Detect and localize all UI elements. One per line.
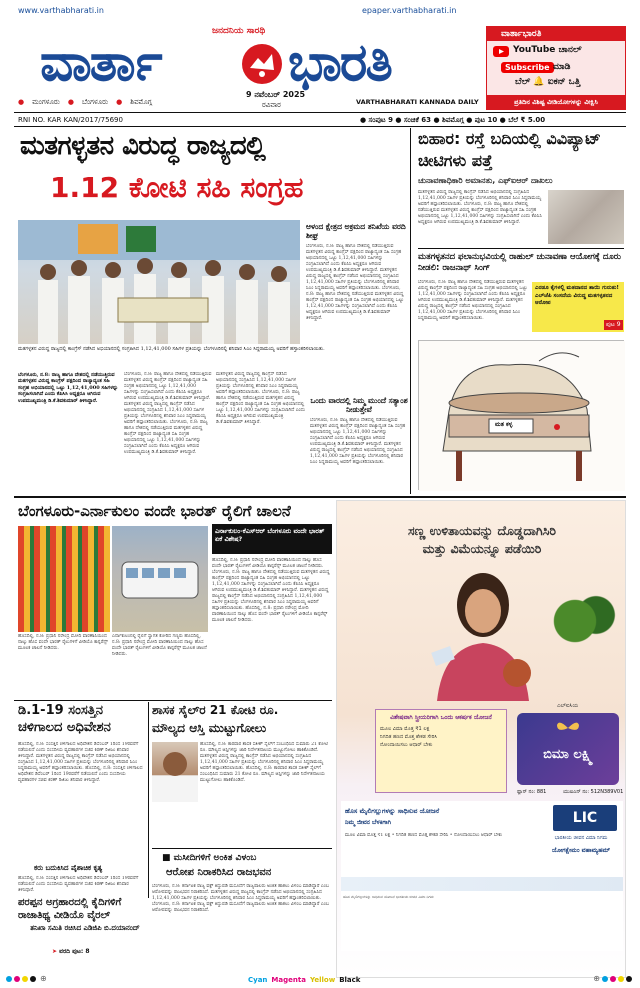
lead-side-text: ಬೆಂಗಳೂರು, ನ.8: ರಾಜ್ಯ ಹಾಗೂ ದೇಶದಲ್ಲಿ ನಡೆಯುತ್ತಿರುವ ಮತಗಳ್ಳತನ ವಿರುದ್ಧ ಕಾಂಗ್ರೆಸ್ ಪಕ್ಷದಿಂದ ರಾಜ್ಯಾದ್ಯಂತ ಸಹಿ ಸಂಗ್ರಹ ಅಭಿಯಾನದಲ್ಲಿ ಒಟ್ಟು 1,12,41,000 ಸಹಿಗಳನ್ನು ಸಂಗ್ರಹಿಸಲಾಗಿದೆ ಎಂದು ಕೆಪಿಸಿಸಿ ಅಧ್ಯಕ್ಷರೂ ಆಗಿರುವ ಉಪಮುಖ್ಯಮಂತ್ರಿ ಡಿ.ಕೆ.ಶಿವಕುಮಾರ್ ತಿಳಿಸಿದ್ದಾರೆ. xyxy=(306,244,402,273)
lead-body-text: ಮತಗಳ್ಳತನ ವಿರುದ್ಧ ರಾಜ್ಯದಲ್ಲಿ ಕಾಂಗ್ರೆಸ್ ನಡೆಸಿದ ಅಭಿಯಾನದಲ್ಲಿ ಸಂಗ್ರಹಿಸಿದ 1,12,41,000 ಸಹಿಗಳ ಪ್ರತಿಯನ್ನು ಬೆಂಗಳೂರಿನಲ್ಲಿ ಶನಿವಾರ ಸಿಎಂ ಸಿದ್ದರಾಮಯ್ಯ ಅವರಿಗೆ ಹಸ್ತಾಂತರಿಸಲಾಯಿತು. xyxy=(216,372,298,395)
bihar-body-text: ಬೆಂಗಳೂರು, ನ.8: ರಾಜ್ಯ ಹಾಗೂ ದೇಶದಲ್ಲಿ ನಡೆಯುತ್ತಿರುವ ಮತಗಳ್ಳತನ ವಿರುದ್ಧ ಕಾಂಗ್ರೆಸ್ ಪಕ್ಷದಿಂದ ರಾಜ್ಯಾದ್ಯಂತ ಸಹಿ ಸಂಗ್ರಹ ಅಭಿಯಾನದಲ್ಲಿ ಒಟ್ಟು 1,12,41,000 ಸಹಿಗಳನ್ನು ಸಂಗ್ರಹಿಸಲಾಗಿದೆ ಎಂದು ಕೆಪಿಸಿಸಿ ಅಧ್ಯಕ್ಷರೂ ಆಗಿರುವ ಉಪಮುಖ್ಯಮಂತ್ರಿ ಡಿ.ಕೆ.ಶಿವಕುಮಾರ್ ತಿಳಿಸಿದ್ದಾರೆ. xyxy=(418,202,542,225)
mla-body-text: ಹೊಸದಿಲ್ಲಿ, ನ.8: ಕಾರವಾರ ಶಾಸಕ ಸತೀಶ್ ಸೈಲ್‌ಗೆ ಸಂಬಂಧಿಸಿದ ಸುಮಾರು 21 ಕೋಟಿ ರೂ. ಮೌಲ್ಯದ ಆಸ್ತಿಗಳನ್ನು ಜಾರಿ ನಿರ್ದೇಶನಾಲಯ ಮುಟ್ಟುಗೋಲು ಹಾಕಿಕೊಂಡಿದೆ. xyxy=(200,766,325,783)
issue-date: 9 ನವೆಂಬರ್ 2025 xyxy=(246,90,306,99)
tagline: ಜನದನಿಯ ಸಾರಥಿ xyxy=(212,26,266,36)
lead-side-box-body xyxy=(310,418,408,492)
reg-mark-icon: ⊕ xyxy=(593,974,600,983)
cmyk-dot xyxy=(610,976,616,982)
rajnath-body-text: ಬೆಂಗಳೂರು, ನ.8: ರಾಜ್ಯ ಹಾಗೂ ದೇಶದಲ್ಲಿ ನಡೆಯುತ್ತಿರುವ ಮತಗಳ್ಳತನ ವಿರುದ್ಧ ಕಾಂಗ್ರೆಸ್ ಪಕ್ಷದಿಂದ ರಾಜ್ಯಾದ್ಯಂತ ಸಹಿ ಸಂಗ್ರಹ ಅಭಿಯಾನದಲ್ಲಿ ಒಟ್ಟು 1,12,41,000 ಸಹಿಗಳನ್ನು ಸಂಗ್ರಹಿಸಲಾಗಿದೆ ಎಂದು ಕೆಪಿಸಿಸಿ ಅಧ್ಯಕ್ಷರೂ ಆಗಿರುವ ಉಪಮುಖ್ಯಮಂತ್ರಿ ಡಿ.ಕೆ.ಶಿವಕುಮಾರ್ ತಿಳಿಸಿದ್ದಾರೆ. xyxy=(418,280,528,303)
lic-motto: ಯೋಗಕ್ಷೇಮಂ ವಹಾಮ್ಯಹಮ್ xyxy=(551,847,611,854)
mla-photo xyxy=(152,742,198,802)
plan-name: ಬಿಮಾ ಲಕ್ಷ್ಮಿ xyxy=(543,747,593,762)
masthead-left: ವಾರ್ತಾ xyxy=(40,33,161,93)
lic-fine-text: ಮೂಲ ವಿಮಾ ಮೊತ್ತ ₹1 ಲಕ್ಷ xyxy=(345,833,391,838)
bell-icon: 🔔 xyxy=(533,77,545,87)
masthead-right: ಭಾರತಿ xyxy=(288,33,391,93)
section-rule xyxy=(418,248,624,249)
column-rule xyxy=(410,128,411,494)
promo-brand: ವಾರ್ತಾಭಾರತಿ xyxy=(487,27,625,41)
promo-bell-line xyxy=(515,77,580,87)
lic-ad[interactable] xyxy=(336,500,626,978)
cmyk-dot xyxy=(626,976,632,982)
subscribe-button[interactable]: Subscribe xyxy=(501,62,554,73)
promo-youtube: YouTube ಚಾನಲ್ xyxy=(513,45,582,55)
rni-number: RNI NO. KAR KAN/2017/75690 xyxy=(18,116,123,124)
edition-label: ಬೆಂಗಳೂರು xyxy=(81,98,109,106)
lead-side-box-text: ಬೆಂಗಳೂರು, ನ.8: ರಾಜ್ಯ ಹಾಗೂ ದೇಶದಲ್ಲಿ ನಡೆಯುತ್ತಿರುವ ಮತಗಳ್ಳತನ ವಿರುದ್ಧ ಕಾಂಗ್ರೆಸ್ ಪಕ್ಷದಿಂದ ರಾಜ್ಯಾದ್ಯಂತ ಸಹಿ ಸಂಗ್ರಹ ಅಭಿಯಾನದಲ್ಲಿ ಒಟ್ಟು 1,12,41,000 ಸಹಿಗಳನ್ನು ಸಂಗ್ರಹಿಸಲಾಗಿದೆ ಎಂದು ಕೆಪಿಸಿಸಿ ಅಧ್ಯಕ್ಷರೂ ಆಗಿರುವ ಉಪಮುಖ್ಯಮಂತ್ರಿ ಡಿ.ಕೆ.ಶಿವಕುಮಾರ್ ತಿಳಿಸಿದ್ದಾರೆ. xyxy=(310,418,406,447)
masthead-logo-icon xyxy=(240,42,284,86)
d1-19-headline[interactable]: ಡಿ.1-19 ಸಂಸತ್ತಿನ ಚಳಿಗಾಲದ ಅಧಿವೇಶನ xyxy=(18,703,111,735)
lead-side-text: ಮತಗಳ್ಳತನ ವಿರುದ್ಧ ರಾಜ್ಯದಲ್ಲಿ ಕಾಂಗ್ರೆಸ್ ನಡೆಸಿದ ಅಭಿಯಾನದಲ್ಲಿ ಸಂಗ್ರಹಿಸಿದ 1,12,41,000 ಸಹಿಗಳ ಪ್ರತಿಯನ್ನು ಬೆಂಗಳೂರಿನಲ್ಲಿ ಶನಿವಾರ ಸಿಎಂ ಸಿದ್ದರಾಮಯ್ಯ ಅವರಿಗೆ ಹಸ್ತಾಂತರಿಸಲಾಯಿತು. xyxy=(306,268,400,291)
lead-side-title[interactable]: ಆಳಂದ ಕ್ಷೇತ್ರದ ಅಕ್ರಮದ ತನಿಖೆಯ ವರದಿ ಶೀಘ್ರ xyxy=(306,222,406,240)
header-rule xyxy=(14,126,626,127)
train-headline[interactable]: ಬೆಂಗಳೂರು-ಎರ್ನಾಕುಲಂ ವಂದೇ ಭಾರತ್ ರೈಲಿಗೆ ಚಾಲನೆ xyxy=(18,502,291,520)
edition-label: ಶಿವಮೊಗ್ಗ xyxy=(130,98,152,106)
rajnath-body xyxy=(418,280,528,338)
lead-body-text: ಬೆಂಗಳೂರು, ನ.8: ರಾಜ್ಯ ಹಾಗೂ ದೇಶದಲ್ಲಿ ನಡೆಯುತ್ತಿರುವ ಮತಗಳ್ಳತನ ವಿರುದ್ಧ ಕಾಂಗ್ರೆಸ್ ಪಕ್ಷದಿಂದ ರಾಜ್ಯಾದ್ಯಂತ ಸಹಿ ಸಂಗ್ರಹ ಅಭಿಯಾನದಲ್ಲಿ ಒಟ್ಟು 1,12,41,000 ಸಹಿಗಳನ್ನು ಸಂಗ್ರಹಿಸಲಾಗಿದೆ ಎಂದು ಕೆಪಿಸಿಸಿ ಅಧ್ಯಕ್ಷರೂ ಆಗಿರುವ ಉಪಮುಖ್ಯಮಂತ್ರಿ ಡಿ.ಕೆ.ಶಿವಕುಮಾರ್ ತಿಳಿಸಿದ್ದಾರೆ. xyxy=(18,372,118,404)
lic-panel-title: ವಿಶೇಷವಾಗಿ ಸ್ತ್ರೀಯರಿಗಾಗಿ ಒಂದು ಆಕರ್ಷಕ ಯೋಜನೆ xyxy=(390,714,492,721)
promo-bell-suffix: ಐಕನ್ ಒತ್ತಿ xyxy=(544,77,581,87)
cmyk-dots-right xyxy=(602,976,632,982)
url-left[interactable]: www.varthabharati.in xyxy=(18,6,104,15)
lic-model-photo xyxy=(397,561,567,701)
lic-fine-text: ನಿಗದಿತ ಹಣದ ಮೊತ್ತ ಶೇಕಡ ಸೇರಿಸಿ xyxy=(395,833,449,838)
prison-ref-text: ವರದಿ ಪುಟ: 8 xyxy=(59,948,90,955)
color-cyan: Cyan xyxy=(248,976,268,984)
lead-headline[interactable]: ಮತಗಳ್ಳತನ ವಿರುದ್ಧ ರಾಜ್ಯದಲ್ಲಿ xyxy=(20,131,266,161)
prison-headline[interactable]: ಪರಪ್ಪನ ಅಗ್ರಹಾರದಲ್ಲಿ ಕೈದಿಗಳಿಗೆ ರಾಜಾತಿಥ್ಯ ವೀಡಿಯೊ ವೈರಲ್ xyxy=(18,897,122,921)
lic-fine-print: ಮೂಲ ವಿಮಾ ಮೊತ್ತ ₹1 ಲಕ್ಷ • ನಿಗದಿತ ಹಣದ ಮೊತ್ತ ಶೇಕಡ ಸೇರಿಸಿ • ನೋಂದಾಯಿಸಲು ಆಧಾರ್ ಬೇಕು xyxy=(345,833,503,838)
plan-small: ಎಲ್‌ಐಸಿಯ xyxy=(557,703,579,709)
lead-side-body xyxy=(306,244,406,368)
train-box-title: ಎರ್ನಾಕುಲಂ-ಕೆಎಸ್‌ಆರ್ ಬೆಂಗಳೂರು ವಂದೇ ಭಾರತ್ ಏಕೆ ವಿಶೇಷ? xyxy=(215,527,325,543)
lead-side-box-title[interactable]: ಒಂದು ವಾರದಲ್ಲಿ ನಿಮ್ಮ ಮುಂದೆ ಸತ್ಯಾಂಶ ನೀಡುತ್ತೇವೆ xyxy=(310,396,408,414)
train-box[interactable] xyxy=(212,524,332,554)
lic-contact-strip xyxy=(341,877,623,891)
d1-19-body xyxy=(18,742,144,862)
color-black: Black xyxy=(339,976,361,984)
lead-caption: ಮತಗಳ್ಳತನ ವಿರುದ್ಧ ರಾಜ್ಯದಲ್ಲಿ ಕಾಂಗ್ರೆಸ್ ನಡೆಸಿದ ಅಭಿಯಾನದಲ್ಲಿ ಸಂಗ್ರಹಿಸಿದ 1,12,41,000 ಸಹಿಗಳ ಪ್ರತಿಯನ್ನು ಬೆಂಗಳೂರಿನಲ್ಲಿ ಶನಿವಾರ ಸಿಎಂ ಸಿದ್ದರಾಮಯ್ಯ ಅವರಿಗೆ ಹಸ್ತಾಂತರಿಸಲಾಯಿತು. xyxy=(18,346,325,352)
lic-disclaimer-text: ಹೊಸ ಮೈಲಿಗಲ್ಲುಗಳನ್ನು ಸಾಧಿಸುವ ಯೋಜನೆ xyxy=(343,895,395,899)
train-caption-text: ಎರ್ನಾಕುಲಂನಲ್ಲಿ ರೈಲಿಗೆ ಸ್ವಾಗತ ಕೋರಿದ ಗಣ್ಯರು xyxy=(112,634,183,639)
train-caption-text: ಹೊಸದಿಲ್ಲಿ, ನ.8: ಪ್ರಧಾನಿ ನರೇಂದ್ರ ಮೋದಿ ವಾರಣಾಸಿಯಿಂದ ನಾಲ್ಕು ಹೊಸ ವಂದೇ ಭಾರತ್ ರೈಲುಗಳಿಗೆ ವೀಡಿಯೊ ಕಾನ್ಫರೆನ್ಸ್ ಮೂಲಕ ಚಾಲನೆ ನೀಡಿದರು. xyxy=(112,634,207,657)
train-photo-right xyxy=(112,526,208,632)
color-yellow: Yellow xyxy=(309,976,336,984)
train-body-text: ಹೊಸದಿಲ್ಲಿ, ನ.8: ಪ್ರಧಾನಿ ನರೇಂದ್ರ ಮೋದಿ ವಾರಣಾಸಿಯಿಂದ ನಾಲ್ಕು ಹೊಸ ವಂದೇ ಭಾರತ್ ರೈಲುಗಳಿಗೆ ವೀಡಿಯೊ ಕಾನ್ಫರೆನ್ಸ್ ಮೂಲಕ ಚಾಲನೆ ನೀಡಿದರು. xyxy=(212,558,324,569)
cartoon xyxy=(418,340,624,490)
lic-logo: LIC xyxy=(553,805,617,831)
section-rule xyxy=(14,496,626,498)
mosque-body-text: ಮತಗಳ್ಳತನ ವಿರುದ್ಧ ರಾಜ್ಯದಲ್ಲಿ ಕಾಂಗ್ರೆಸ್ ನಡೆಸಿದ ಅಭಿಯಾನದಲ್ಲಿ ಸಂಗ್ರಹಿಸಿದ 1,12,41,000 ಸಹಿಗಳ ಪ್ರತಿಯನ್ನು ಬೆಂಗಳೂರಿನಲ್ಲಿ ಶನಿವಾರ ಸಿಎಂ ಸಿದ್ದರಾಮಯ್ಯ ಅವರಿಗೆ ಹಸ್ತಾಂತರಿಸಲಾಯಿತು. xyxy=(152,890,322,901)
cmyk-dot xyxy=(618,976,624,982)
edition-shivamogga: ● xyxy=(116,98,123,106)
plan-uin: ಯುಐಎನ್ ನಂ: 512N389V01 xyxy=(563,789,624,795)
lic-headline-1: ಸಣ್ಣ ಉಳಿತಾಯವನ್ನು ದೊಡ್ಡದಾಗಿಸಿರಿ xyxy=(408,523,556,538)
url-right[interactable]: epaper.varthabharati.in xyxy=(362,6,457,15)
rajnath-body-text: ಮತಗಳ್ಳತನ ವಿರುದ್ಧ ರಾಜ್ಯದಲ್ಲಿ ಕಾಂಗ್ರೆಸ್ ನಡೆಸಿದ ಅಭಿಯಾನದಲ್ಲಿ ಸಂಗ್ರಹಿಸಿದ 1,12,41,000 ಸಹಿಗಳ ಪ್ರತಿಯನ್ನು ಬೆಂಗಳೂರಿನಲ್ಲಿ ಶನಿವಾರ ಸಿಎಂ ಸಿದ್ದರಾಮಯ್ಯ ಅವರಿಗೆ ಹಸ್ತಾಂತರಿಸಲಾಯಿತು. xyxy=(418,298,523,321)
bihar-subhead[interactable]: ಚುನಾವಣಾಧಿಕಾರಿ ಅಮಾನತು, ಎಫ್‌ಐಆರ್ ದಾಖಲು xyxy=(418,176,553,185)
paper-name-en: VARTHABHARATI KANNADA DAILY xyxy=(356,98,479,106)
masthead xyxy=(40,30,480,96)
issue-day: ರವಿವಾರ xyxy=(262,101,281,109)
train-body-text: ಹೊಸದಿಲ್ಲಿ, ನ.8: ಪ್ರಧಾನಿ ನರೇಂದ್ರ ಮೋದಿ ವಾರಣಾಸಿಯಿಂದ ನಾಲ್ಕು ಹೊಸ ವಂದೇ ಭಾರತ್ ರೈಲುಗಳಿಗೆ ವೀಡಿಯೊ ಕಾನ್ಫರೆನ್ಸ್ ಮೂಲಕ ಚಾಲನೆ ನೀಡಿದರು. xyxy=(212,606,328,623)
mla-body-text: ಹೊಸದಿಲ್ಲಿ, ನ.8: ಕಾರವಾರ ಶಾಸಕ ಸತೀಶ್ ಸೈಲ್‌ಗೆ ಸಂಬಂಧಿಸಿದ ಸುಮಾರು 21 ಕೋಟಿ ರೂ. ಮೌಲ್ಯದ ಆಸ್ತಿಗಳನ್ನು ಜಾರಿ ನಿರ್ದೇಶನಾಲಯ ಮುಟ್ಟುಗೋಲು ಹಾಕಿಕೊಂಡಿದೆ. xyxy=(200,742,328,753)
color-bar xyxy=(248,976,360,984)
color-magenta: Magenta xyxy=(271,976,306,984)
lic-headline-2: ಮತ್ತು ವಿಮೆಯನ್ನೂ ಪಡೆಯಿರಿ xyxy=(422,541,542,556)
edition-bengaluru: ● xyxy=(67,98,74,106)
lic-tag: ಹೊಸ ಮೈಲಿಗಲ್ಲುಗಳನ್ನು ಸಾಧಿಸುವ ಯೋಜನೆ xyxy=(345,807,440,815)
mosque-headline-2[interactable]: ಆರೋಪ ನಿರಾಕರಿಸಿದ ರಾಜಭವನ xyxy=(166,867,272,878)
lic-disclaimer-text: ಭಾರತೀಯ ಜೀವನ ವಿಮಾ ನಿಗಮ xyxy=(395,895,434,899)
lead-side-box-text: ಮತಗಳ್ಳತನ ವಿರುದ್ಧ ರಾಜ್ಯದಲ್ಲಿ ಕಾಂಗ್ರೆಸ್ ನಡೆಸಿದ ಅಭಿಯಾನದಲ್ಲಿ ಸಂಗ್ರಹಿಸಿದ 1,12,41,000 ಸಹಿಗಳ ಪ್ರತಿಯನ್ನು ಬೆಂಗಳೂರಿನಲ್ಲಿ ಶನಿವಾರ ಸಿಎಂ ಸಿದ್ದರಾಮಯ್ಯ ಅವರಿಗೆ ಹಸ್ತಾಂತರಿಸಲಾಯಿತು. xyxy=(310,442,404,465)
rajnath-headline[interactable]: ಮತಗಳ್ಳತನದ ಫಲಾನುಭವಿಯಲ್ಲಿ ರಾಹುಲ್ ಚುನಾವಣಾ ಆಯೋಗಕ್ಕೆ ದೂರು ನೀಡಲಿ: ರಾಜನಾಥ್ ಸಿಂಗ್ xyxy=(418,252,621,273)
promo-subscribe-suffix: ಮಾಡಿ xyxy=(553,62,571,72)
mosque-body-text: ಬೆಂಗಳೂರು, ನ.8: ಕರ್ನಾಟಕ ರಾಜ್ಯ ವಕ್ಫ್ ತಿದ್ದುಪಡಿ ಮಸೂದೆಗೆ ರಾಜ್ಯಪಾಲರು ಅಂಕಿತ ಹಾಕಲು ವಿಳಂಬ ಮಾಡಿದ್ದಾರೆ ಎಂಬ ಆರೋಪವನ್ನು ರಾಜಭವನ ನಿರಾಕರಿಸಿದೆ. xyxy=(152,884,329,895)
lic-sub: ಭಾರತೀಯ ಜೀವನ ವಿಮಾ ನಿಗಮ xyxy=(554,835,608,841)
header-rule xyxy=(14,112,626,113)
reg-mark-icon: ⊕ xyxy=(40,974,47,983)
edition-list xyxy=(18,98,152,107)
edition-mangaluru: ● xyxy=(18,98,25,106)
lead-body-text: ಮತಗಳ್ಳತನ ವಿರುದ್ಧ ರಾಜ್ಯದಲ್ಲಿ ಕಾಂಗ್ರೆಸ್ ನಡೆಸಿದ ಅಭಿಯಾನದಲ್ಲಿ ಸಂಗ್ರಹಿಸಿದ 1,12,41,000 ಸಹಿಗಳ ಪ್ರತಿಯನ್ನು ಬೆಂಗಳೂರಿನಲ್ಲಿ ಶನಿವಾರ ಸಿಎಂ ಸಿದ್ದರಾಮಯ್ಯ ಅವರಿಗೆ ಹಸ್ತಾಂತರಿಸಲಾಯಿತು. xyxy=(124,402,206,425)
youtube-icon xyxy=(493,46,509,57)
plan-badge xyxy=(517,703,619,785)
lic-veg-decor xyxy=(547,591,617,651)
lic-bullet: ನಿಗದಿತ ಹಣದ ಮೊತ್ತ ಶೇಕಡ ಸೇರಿಸಿ xyxy=(380,734,438,740)
lic-tag2: ನಿಮ್ಮ ಜೀವನ ಬೆಳಕಿಗಾಗಿ xyxy=(345,819,392,826)
lead-body-col3 xyxy=(216,372,306,492)
butterfly-icon xyxy=(555,719,581,737)
edition-label: ಮಂಗಳೂರು xyxy=(32,98,60,106)
cmyk-dot xyxy=(6,976,12,982)
d1-19-body-text: ಹೊಸದಿಲ್ಲಿ, ನ.8: ಸಂಸತ್ತಿನ ಚಳಿಗಾಲದ ಅಧಿವೇಶನ ಡಿಸೆಂಬರ್ 1ರಿಂದ 19ರವರೆಗೆ ನಡೆಯಲಿದೆ ಎಂದು ಸಂಸದೀಯ ವ್ಯವಹಾರಗಳ ಸಚಿವ ಕಿರಣ್ ರಿಜಿಜು ಶನಿವಾರ ತಿಳಿಸಿದ್ದಾರೆ. xyxy=(18,766,143,783)
arrow-icon: ➤ xyxy=(52,948,58,955)
lead-body-col2 xyxy=(124,372,212,492)
d1-19-sub-text: ಹೊಸದಿಲ್ಲಿ, ನ.8: ಸಂಸತ್ತಿನ ಚಳಿಗಾಲದ ಅಧಿವೇಶನ ಡಿಸೆಂಬರ್ 1ರಿಂದ 19ರವರೆಗೆ ನಡೆಯಲಿದೆ ಎಂದು ಸಂಸದೀಯ ವ್ಯವಹಾರಗಳ ಸಚಿವ ಕಿರಣ್ ರಿಜಿಜು ಶನಿವಾರ ತಿಳಿಸಿದ್ದಾರೆ. xyxy=(18,876,139,892)
cartoon-label: ಮತ ಕಳ್ಳ xyxy=(495,421,513,428)
ljp-box-text: ಎರಡೂ ಕೈಗಳಲ್ಲಿ ಮತದಾನದ ಶಾಯಿ ಗುರುತು! ಎಲ್‌ಜೆಪಿ ಸಂಸದೆಯ ವಿರುದ್ಧ ಮತಗಳ್ಳತನದ ಆರೋಪ xyxy=(535,285,619,306)
mla-body xyxy=(200,742,332,846)
bihar-headline[interactable]: ಬಿಹಾರ: ರಸ್ತೆ ಬದಿಯಲ್ಲಿ ವಿವಿಪ್ಯಾಟ್ ಚೀಟಿಗಳು ಪತ್ತೆ xyxy=(418,129,601,170)
mla-body-text: ಮತಗಳ್ಳತನ ವಿರುದ್ಧ ರಾಜ್ಯದಲ್ಲಿ ಕಾಂಗ್ರೆಸ್ ನಡೆಸಿದ ಅಭಿಯಾನದಲ್ಲಿ ಸಂಗ್ರಹಿಸಿದ 1,12,41,000 ಸಹಿಗಳ ಪ್ರತಿಯನ್ನು ಬೆಂಗಳೂರಿನಲ್ಲಿ ಶನಿವಾರ ಸಿಎಂ ಸಿದ್ದರಾಮಯ್ಯ ಅವರಿಗೆ ಹಸ್ತಾಂತರಿಸಲಾಯಿತು. xyxy=(200,754,324,771)
bihar-body xyxy=(418,190,544,244)
lead-body xyxy=(18,372,118,492)
lead-photo xyxy=(18,220,300,344)
lead-body-text: ಬೆಂಗಳೂರು, ನ.8: ರಾಜ್ಯ ಹಾಗೂ ದೇಶದಲ್ಲಿ ನಡೆಯುತ್ತಿರುವ ಮತಗಳ್ಳತನ ವಿರುದ್ಧ ಕಾಂಗ್ರೆಸ್ ಪಕ್ಷದಿಂದ ರಾಜ್ಯಾದ್ಯಂತ ಸಹಿ ಸಂಗ್ರಹ ಅಭಿಯಾನದಲ್ಲಿ ಒಟ್ಟು 1,12,41,000 ಸಹಿಗಳನ್ನು ಸಂಗ್ರಹಿಸಲಾಗಿದೆ ಎಂದು ಕೆಪಿಸಿಸಿ ಅಧ್ಯಕ್ಷರೂ ಆಗಿರುವ ಉಪಮುಖ್ಯಮಂತ್ರಿ ಡಿ.ಕೆ.ಶಿವಕುಮಾರ್ ತಿಳಿಸಿದ್ದಾರೆ. xyxy=(216,390,306,425)
train-photo-left xyxy=(18,526,110,632)
youtube-promo[interactable] xyxy=(486,26,626,110)
cmyk-dot xyxy=(14,976,20,982)
lic-bullet: ನೋಂದಾಯಿಸಲು ಆಧಾರ್ ಬೇಕು xyxy=(380,742,433,748)
cmyk-dot xyxy=(22,976,28,982)
bihar-body-text: ಮತಗಳ್ಳತನ ವಿರುದ್ಧ ರಾಜ್ಯದಲ್ಲಿ ಕಾಂಗ್ರೆಸ್ ನಡೆಸಿದ ಅಭಿಯಾನದಲ್ಲಿ ಸಂಗ್ರಹಿಸಿದ 1,12,41,000 ಸಹಿಗಳ ಪ್ರತಿಯನ್ನು ಬೆಂಗಳೂರಿನಲ್ಲಿ ಶನಿವಾರ ಸಿಎಂ ಸಿದ್ದರಾಮಯ್ಯ ಅವರಿಗೆ ಹಸ್ತಾಂತರಿಸಲಾಯಿತು. xyxy=(418,190,542,207)
lead-body-text: ಬೆಂಗಳೂರು, ನ.8: ರಾಜ್ಯ ಹಾಗೂ ದೇಶದಲ್ಲಿ ನಡೆಯುತ್ತಿರುವ ಮತಗಳ್ಳತನ ವಿರುದ್ಧ ಕಾಂಗ್ರೆಸ್ ಪಕ್ಷದಿಂದ ರಾಜ್ಯಾದ್ಯಂತ ಸಹಿ ಸಂಗ್ರಹ ಅಭಿಯಾನದಲ್ಲಿ ಒಟ್ಟು 1,12,41,000 ಸಹಿಗಳನ್ನು ಸಂಗ್ರಹಿಸಲಾಗಿದೆ ಎಂದು ಕೆಪಿಸಿಸಿ ಅಧ್ಯಕ್ಷರೂ ಆಗಿರುವ ಉಪಮುಖ್ಯಮಂತ್ರಿ ಡಿ.ಕೆ.ಶಿವಕುಮಾರ್ ತಿಳಿಸಿದ್ದಾರೆ. xyxy=(124,420,208,455)
mosque-body xyxy=(152,884,332,970)
cmyk-dots-left xyxy=(6,976,36,982)
lead-subhead[interactable]: 1.12 ಕೋಟಿ ಸಹಿ ಸಂಗ್ರಹ xyxy=(50,171,304,204)
d1-19-sub: ಕರು ಬದುಕಿಸಿದ ಪೈಶಾಚಿಕ ಕೃತ್ಯ xyxy=(34,864,103,872)
lead-body-text: ಬೆಂಗಳೂರು, ನ.8: ರಾಜ್ಯ ಹಾಗೂ ದೇಶದಲ್ಲಿ ನಡೆಯುತ್ತಿರುವ ಮತಗಳ್ಳತನ ವಿರುದ್ಧ ಕಾಂಗ್ರೆಸ್ ಪಕ್ಷದಿಂದ ರಾಜ್ಯಾದ್ಯಂತ ಸಹಿ ಸಂಗ್ರಹ ಅಭಿಯಾನದಲ್ಲಿ ಒಟ್ಟು 1,12,41,000 ಸಹಿಗಳನ್ನು ಸಂಗ್ರಹಿಸಲಾಗಿದೆ ಎಂದು ಕೆಪಿಸಿಸಿ ಅಧ್ಯಕ್ಷರೂ ಆಗಿರುವ ಉಪಮುಖ್ಯಮಂತ್ರಿ ಡಿ.ಕೆ.ಶಿವಕುಮಾರ್ ತಿಳಿಸಿದ್ದಾರೆ. xyxy=(124,372,212,401)
cmyk-dot xyxy=(30,976,36,982)
train-body-text: ಮತಗಳ್ಳತನ ವಿರುದ್ಧ ರಾಜ್ಯದಲ್ಲಿ ಕಾಂಗ್ರೆಸ್ ನಡೆಸಿದ ಅಭಿಯಾನದಲ್ಲಿ ಸಂಗ್ರಹಿಸಿದ 1,12,41,000 ಸಹಿಗಳ ಪ್ರತಿಯನ್ನು ಬೆಂಗಳೂರಿನಲ್ಲಿ ಶನಿವಾರ ಸಿಎಂ ಸಿದ್ದರಾಮಯ್ಯ ಅವರಿಗೆ ಹಸ್ತಾಂತರಿಸಲಾಯಿತು. xyxy=(212,588,329,611)
promo-bell: ಬೆಲ್ xyxy=(515,77,534,87)
lic-disclaimer xyxy=(343,895,621,917)
section-rule xyxy=(14,700,332,701)
promo-footer: ಪ್ರತಿದಿನ ವಿಶಿಷ್ಟ ವೀಡಿಯೋಗಳನ್ನು ವೀಕ್ಷಿಸಿ xyxy=(487,95,625,109)
lead-side-text: ಬೆಂಗಳೂರು, ನ.8: ರಾಜ್ಯ ಹಾಗೂ ದೇಶದಲ್ಲಿ ನಡೆಯುತ್ತಿರುವ ಮತಗಳ್ಳತನ ವಿರುದ್ಧ ಕಾಂಗ್ರೆಸ್ ಪಕ್ಷದಿಂದ ರಾಜ್ಯಾದ್ಯಂತ ಸಹಿ ಸಂಗ್ರಹ ಅಭಿಯಾನದಲ್ಲಿ ಒಟ್ಟು 1,12,41,000 ಸಹಿಗಳನ್ನು ಸಂಗ್ರಹಿಸಲಾಗಿದೆ ಎಂದು ಕೆಪಿಸಿಸಿ ಅಧ್ಯಕ್ಷರೂ ಆಗಿರುವ ಉಪಮುಖ್ಯಮಂತ್ರಿ ಡಿ.ಕೆ.ಶಿವಕುಮಾರ್ ತಿಳಿಸಿದ್ದಾರೆ. xyxy=(306,286,404,321)
bihar-photo xyxy=(548,190,624,244)
issue-meta: ● ಸಂಪುಟ 9 ● ಸಂಚಿಕೆ 63 ● ಶಿವಮೊಗ್ಗ ● ಪುಟ 10 ● ಬೆಲೆ ₹ 5.00 xyxy=(360,116,546,124)
mla-headline-1[interactable]: ಶಾಸಕ ಸೈಲ್‌ರ 21 ಕೋಟಿ ರೂ. xyxy=(152,703,279,717)
train-caption-right xyxy=(112,634,208,696)
mosque-body-text: ಬೆಂಗಳೂರು, ನ.8: ಕರ್ನಾಟಕ ರಾಜ್ಯ ವಕ್ಫ್ ತಿದ್ದುಪಡಿ ಮಸೂದೆಗೆ ರಾಜ್ಯಪಾಲರು ಅಂಕಿತ ಹಾಕಲು ವಿಳಂಬ ಮಾಡಿದ್ದಾರೆ ಎಂಬ ಆರೋಪವನ್ನು ರಾಜಭವನ ನಿರಾಕರಿಸಿದೆ. xyxy=(152,902,329,913)
prison-sub: ತನಿಖಾ ಸಮಿತಿ ರಚಿಸಿದ ಎಡಿಜಿಪಿ ಬಿ.ದಯಾನಂದ್ xyxy=(30,924,140,932)
prison-ref[interactable] xyxy=(52,948,90,956)
train-body-text: ಬೆಂಗಳೂರು, ನ.8: ರಾಜ್ಯ ಹಾಗೂ ದೇಶದಲ್ಲಿ ನಡೆಯುತ್ತಿರುವ ಮತಗಳ್ಳತನ ವಿರುದ್ಧ ಕಾಂಗ್ರೆಸ್ ಪಕ್ಷದಿಂದ ರಾಜ್ಯಾದ್ಯಂತ ಸಹಿ ಸಂಗ್ರಹ ಅಭಿಯಾನದಲ್ಲಿ ಒಟ್ಟು 1,12,41,000 ಸಹಿಗಳನ್ನು ಸಂಗ್ರಹಿಸಲಾಗಿದೆ ಎಂದು ಕೆಪಿಸಿಸಿ ಅಧ್ಯಕ್ಷರೂ ಆಗಿರುವ ಉಪಮುಖ್ಯಮಂತ್ರಿ ಡಿ.ಕೆ.ಶಿವಕುಮಾರ್ ತಿಳಿಸಿದ್ದಾರೆ. xyxy=(212,570,330,593)
lic-panel xyxy=(375,709,507,793)
d1-19-body-text: ಮತಗಳ್ಳತನ ವಿರುದ್ಧ ರಾಜ್ಯದಲ್ಲಿ ಕಾಂಗ್ರೆಸ್ ನಡೆಸಿದ ಅಭಿಯಾನದಲ್ಲಿ ಸಂಗ್ರಹಿಸಿದ 1,12,41,000 ಸಹಿಗಳ ಪ್ರತಿಯನ್ನು ಬೆಂಗಳೂರಿನಲ್ಲಿ ಶನಿವಾರ ಸಿಎಂ ಸಿದ್ದರಾಮಯ್ಯ ಅವರಿಗೆ ಹಸ್ತಾಂತರಿಸಲಾಯಿತು. xyxy=(18,754,138,771)
mosque-headline-1[interactable]: ■ ಮಸೀದಿಗಳಿಗೆ ಅಂಕಿತ ವಿಳಂಬ xyxy=(162,853,257,863)
d1-19-body-text: ಹೊಸದಿಲ್ಲಿ, ನ.8: ಸಂಸತ್ತಿನ ಚಳಿಗಾಲದ ಅಧಿವೇಶನ ಡಿಸೆಂಬರ್ 1ರಿಂದ 19ರವರೆಗೆ ನಡೆಯಲಿದೆ ಎಂದು ಸಂಸದೀಯ ವ್ಯವಹಾರಗಳ ಸಚಿವ ಕಿರಣ್ ರಿಜಿಜು ಶನಿವಾರ ತಿಳಿಸಿದ್ದಾರೆ. xyxy=(18,742,139,759)
lic-bullet: ಮೂಲ ವಿಮಾ ಮೊತ್ತ ₹1 ಲಕ್ಷ xyxy=(380,726,430,732)
column-rule xyxy=(148,702,149,898)
train-body xyxy=(212,558,332,694)
mla-headline-2[interactable]: ಮೌಲ್ಯದ ಆಸ್ತಿ ಮುಟ್ಟುಗೋಲು xyxy=(152,721,267,735)
page-ref-badge[interactable]: ಪುಟ 9 xyxy=(606,321,621,328)
d1-19-sub-body xyxy=(18,876,144,892)
plan-no: ಪ್ಲಾನ್ ನಂ: 881 xyxy=(517,789,547,795)
train-caption-left: ಹೊಸದಿಲ್ಲಿ, ನ.8: ಪ್ರಧಾನಿ ನರೇಂದ್ರ ಮೋದಿ ವಾರಣಾಸಿಯಿಂದ ನಾಲ್ಕು ಹೊಸ ವಂದೇ ಭಾರತ್ ರೈಲುಗಳಿಗೆ ವೀಡಿಯೊ ಕಾನ್ಫರೆನ್ಸ್ ಮೂಲಕ ಚಾಲನೆ ನೀಡಿದರು. xyxy=(18,634,108,651)
cmyk-dot xyxy=(602,976,608,982)
section-rule xyxy=(152,848,332,849)
lic-fine-text: ನೋಂದಾಯಿಸಲು ಆಧಾರ್ ಬೇಕು xyxy=(453,833,503,838)
lic-footer xyxy=(341,801,623,951)
